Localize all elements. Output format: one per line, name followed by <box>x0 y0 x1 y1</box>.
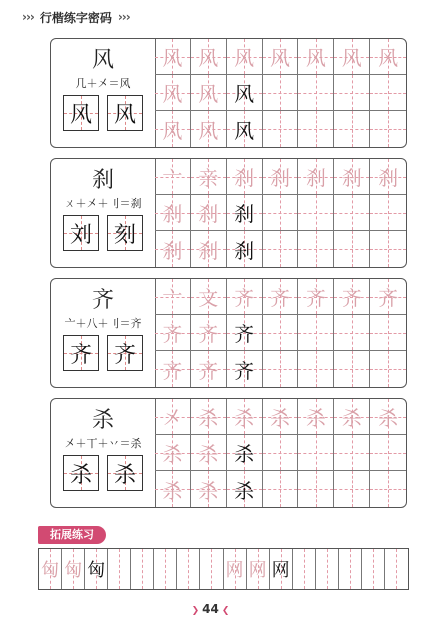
practice-character: 风 <box>269 46 290 70</box>
grid-cell[interactable] <box>155 435 191 471</box>
sample-box <box>107 95 143 131</box>
grid-cell[interactable] <box>298 75 334 111</box>
book-title: 行楷练字密码 <box>39 10 112 25</box>
grid-cell[interactable] <box>263 195 299 231</box>
sample-character: 齐 <box>69 342 92 368</box>
grid-cell[interactable] <box>370 231 406 267</box>
practice-character: 齐 <box>198 358 219 383</box>
grid-cell[interactable] <box>370 399 406 435</box>
grid-cell[interactable] <box>334 195 370 231</box>
practice-character: 网 <box>225 560 244 581</box>
practice-character: 风 <box>234 82 255 106</box>
writing-grid <box>155 159 406 267</box>
grid-cell[interactable] <box>155 195 191 231</box>
practice-character: 风 <box>162 82 183 106</box>
practice-character: 刹 <box>341 166 362 190</box>
grid-cell[interactable] <box>155 279 191 315</box>
sample-box <box>107 215 143 251</box>
extension-cell[interactable] <box>293 549 316 589</box>
practice-character: 风 <box>198 82 219 106</box>
grid-cell[interactable] <box>334 111 370 147</box>
main-character: 刹 <box>91 168 114 193</box>
grid-cell[interactable] <box>370 195 406 231</box>
practice-character: 齐 <box>341 286 362 310</box>
grid-cell[interactable] <box>191 399 227 435</box>
page-footer <box>0 602 421 616</box>
grid-cell[interactable] <box>191 231 227 267</box>
extension-cell[interactable] <box>362 549 385 589</box>
practice-character: 风 <box>234 46 255 70</box>
grid-cell[interactable] <box>155 471 191 507</box>
practice-character: 刹 <box>234 202 255 226</box>
sample-box <box>107 335 143 371</box>
practice-character: 网 <box>248 560 267 581</box>
grid-cell[interactable] <box>298 231 334 267</box>
practice-character: 齐 <box>162 358 183 383</box>
grid-cell[interactable] <box>370 39 406 75</box>
grid-cell[interactable] <box>191 39 227 75</box>
grid-cell[interactable] <box>370 435 406 471</box>
main-character: 风 <box>91 48 114 73</box>
grid-cell[interactable] <box>155 75 191 111</box>
extension-cell[interactable] <box>154 549 177 589</box>
grid-cell[interactable] <box>227 351 263 387</box>
grid-cell[interactable] <box>334 159 370 195</box>
grid-cell[interactable] <box>155 399 191 435</box>
practice-character: 匈 <box>87 560 106 581</box>
grid-cell[interactable] <box>227 75 263 111</box>
practice-character: 杀 <box>234 442 255 466</box>
grid-cell[interactable] <box>334 351 370 387</box>
right-ornament-icon: ❮ <box>221 606 230 616</box>
practice-character: 风 <box>305 46 326 70</box>
grid-cell[interactable] <box>370 315 406 351</box>
practice-character: 文 <box>198 286 219 310</box>
practice-character: 匈 <box>41 560 60 581</box>
grid-cell[interactable] <box>298 315 334 351</box>
practice-section <box>50 158 407 268</box>
grid-cell[interactable] <box>263 435 299 471</box>
practice-character: 刹 <box>162 202 183 226</box>
sample-character: 风 <box>113 102 136 128</box>
practice-section <box>50 278 407 388</box>
writing-grid <box>155 399 406 507</box>
grid-cell[interactable] <box>227 435 263 471</box>
practice-character: 杀 <box>198 478 219 503</box>
extension-cell[interactable] <box>316 549 339 589</box>
grid-cell[interactable] <box>191 111 227 147</box>
sample-box <box>63 335 99 371</box>
grid-cell[interactable] <box>334 279 370 315</box>
sample-character: 刘 <box>69 222 92 248</box>
grid-cell[interactable] <box>191 75 227 111</box>
sample-box <box>63 95 99 131</box>
practice-character: 网 <box>271 560 290 581</box>
practice-character: 杀 <box>162 442 183 466</box>
practice-character: 刹 <box>162 238 183 263</box>
practice-character: 风 <box>341 46 362 70</box>
grid-cell[interactable] <box>227 111 263 147</box>
practice-character: 杀 <box>234 478 255 503</box>
character-info-panel <box>51 159 156 267</box>
character-formula: 㐅＋丅＋丷＝杀 <box>64 437 142 450</box>
grid-cell[interactable] <box>370 159 406 195</box>
grid-cell[interactable] <box>263 231 299 267</box>
practice-character: 齐 <box>198 322 219 346</box>
grid-cell[interactable] <box>227 231 263 267</box>
grid-cell[interactable] <box>334 75 370 111</box>
character-info-panel <box>51 399 156 507</box>
extension-cell[interactable] <box>108 549 131 589</box>
practice-character: 杀 <box>198 442 219 466</box>
grid-cell[interactable] <box>298 111 334 147</box>
grid-cell[interactable] <box>227 159 263 195</box>
practice-character: 亠 <box>162 166 183 190</box>
extension-cell[interactable] <box>85 549 108 589</box>
grid-cell[interactable] <box>370 471 406 507</box>
grid-cell[interactable] <box>227 195 263 231</box>
extension-label: 拓展练习 <box>38 526 106 544</box>
grid-cell[interactable] <box>155 159 191 195</box>
header-arrows-right: ››› <box>117 10 130 24</box>
grid-cell[interactable] <box>191 435 227 471</box>
grid-cell[interactable] <box>191 159 227 195</box>
grid-cell[interactable] <box>155 39 191 75</box>
grid-cell[interactable] <box>227 471 263 507</box>
grid-cell[interactable] <box>334 231 370 267</box>
grid-cell[interactable] <box>263 75 299 111</box>
practice-character: 杀 <box>162 478 183 503</box>
writing-grid <box>155 279 406 387</box>
main-character: 杀 <box>91 408 114 433</box>
grid-cell[interactable] <box>263 471 299 507</box>
sample-character: 风 <box>69 102 92 128</box>
character-info-panel <box>51 279 156 387</box>
practice-character: 刹 <box>198 238 219 263</box>
grid-cell[interactable] <box>298 471 334 507</box>
sample-character: 杀 <box>69 462 92 488</box>
grid-cell[interactable] <box>155 351 191 387</box>
practice-character: 齐 <box>162 322 183 346</box>
grid-cell[interactable] <box>370 111 406 147</box>
grid-cell[interactable] <box>370 279 406 315</box>
grid-cell[interactable] <box>298 159 334 195</box>
grid-cell[interactable] <box>298 195 334 231</box>
grid-cell[interactable] <box>191 471 227 507</box>
practice-character: 刹 <box>198 202 219 226</box>
extension-cell[interactable] <box>131 549 154 589</box>
grid-cell[interactable] <box>155 231 191 267</box>
grid-cell[interactable] <box>334 39 370 75</box>
grid-cell[interactable] <box>155 111 191 147</box>
page-number: 44 <box>202 602 219 616</box>
left-ornament-icon: ❯ <box>191 606 200 616</box>
practice-character: 亠 <box>162 286 183 310</box>
grid-cell[interactable] <box>334 435 370 471</box>
sample-character: 杀 <box>113 462 136 488</box>
practice-character: 风 <box>198 46 219 70</box>
practice-character: 杀 <box>341 406 362 430</box>
practice-character: 杀 <box>305 406 326 430</box>
practice-character: 刹 <box>305 166 326 190</box>
practice-character: 匈 <box>64 560 83 581</box>
extension-cell[interactable] <box>39 549 62 589</box>
grid-cell[interactable] <box>298 435 334 471</box>
grid-cell[interactable] <box>227 315 263 351</box>
grid-cell[interactable] <box>334 471 370 507</box>
grid-cell[interactable] <box>191 195 227 231</box>
sample-character: 齐 <box>113 342 136 368</box>
grid-cell[interactable] <box>298 351 334 387</box>
extension-cell[interactable] <box>224 549 247 589</box>
grid-cell[interactable] <box>227 279 263 315</box>
practice-character: 亲 <box>198 166 219 190</box>
practice-character: 杀 <box>234 406 255 430</box>
practice-character: 杀 <box>269 406 290 430</box>
practice-character: 刹 <box>234 166 255 190</box>
practice-character: 刹 <box>234 238 255 263</box>
grid-cell[interactable] <box>227 399 263 435</box>
practice-character: 杀 <box>198 406 219 430</box>
character-info-panel <box>51 39 156 147</box>
practice-character: 刹 <box>378 166 399 190</box>
character-formula: ㄨ＋㐅＋刂＝刹 <box>64 197 142 210</box>
grid-cell[interactable] <box>263 159 299 195</box>
grid-cell[interactable] <box>263 39 299 75</box>
practice-character: 齐 <box>378 286 399 310</box>
grid-cell[interactable] <box>263 351 299 387</box>
extension-cell[interactable] <box>339 549 362 589</box>
grid-cell[interactable] <box>191 315 227 351</box>
practice-section <box>50 398 407 508</box>
grid-cell[interactable] <box>370 75 406 111</box>
practice-character: 刹 <box>269 166 290 190</box>
extension-cell[interactable] <box>62 549 85 589</box>
practice-character: 风 <box>198 118 219 143</box>
grid-cell[interactable] <box>263 111 299 147</box>
practice-character: 杀 <box>378 406 399 430</box>
practice-character: 齐 <box>234 286 255 310</box>
practice-character: 风 <box>162 46 183 70</box>
practice-character: 齐 <box>234 322 255 346</box>
grid-cell[interactable] <box>334 315 370 351</box>
grid-cell[interactable] <box>298 399 334 435</box>
grid-cell[interactable] <box>298 39 334 75</box>
practice-character: 㐅 <box>162 406 183 430</box>
page-header <box>22 8 130 26</box>
grid-cell[interactable] <box>227 39 263 75</box>
practice-character: 齐 <box>269 286 290 310</box>
practice-section <box>50 38 407 148</box>
character-formula: 亠＋八＋刂＝齐 <box>64 317 142 330</box>
practice-character: 风 <box>162 118 183 143</box>
grid-cell[interactable] <box>155 315 191 351</box>
writing-grid <box>155 39 406 147</box>
grid-cell[interactable] <box>191 351 227 387</box>
grid-cell[interactable] <box>263 279 299 315</box>
main-character: 齐 <box>91 288 114 313</box>
extension-practice-row <box>38 548 409 590</box>
extension-cell[interactable] <box>200 549 223 589</box>
sample-box <box>107 455 143 491</box>
character-formula: 几＋㐅＝风 <box>75 77 131 90</box>
grid-cell[interactable] <box>263 399 299 435</box>
sample-box <box>63 455 99 491</box>
grid-cell[interactable] <box>191 279 227 315</box>
practice-character: 齐 <box>234 358 255 383</box>
grid-cell[interactable] <box>263 315 299 351</box>
grid-cell[interactable] <box>370 351 406 387</box>
practice-character: 风 <box>234 118 255 143</box>
grid-cell[interactable] <box>298 279 334 315</box>
header-arrows-left: ››› <box>22 10 34 24</box>
extension-cell[interactable] <box>177 549 200 589</box>
extension-cell[interactable] <box>247 549 270 589</box>
sample-character: 刻 <box>113 222 136 248</box>
practice-character: 风 <box>378 46 399 70</box>
extension-cell[interactable] <box>385 549 408 589</box>
grid-cell[interactable] <box>334 399 370 435</box>
practice-character: 齐 <box>305 286 326 310</box>
sample-box <box>63 215 99 251</box>
extension-cell[interactable] <box>270 549 293 589</box>
